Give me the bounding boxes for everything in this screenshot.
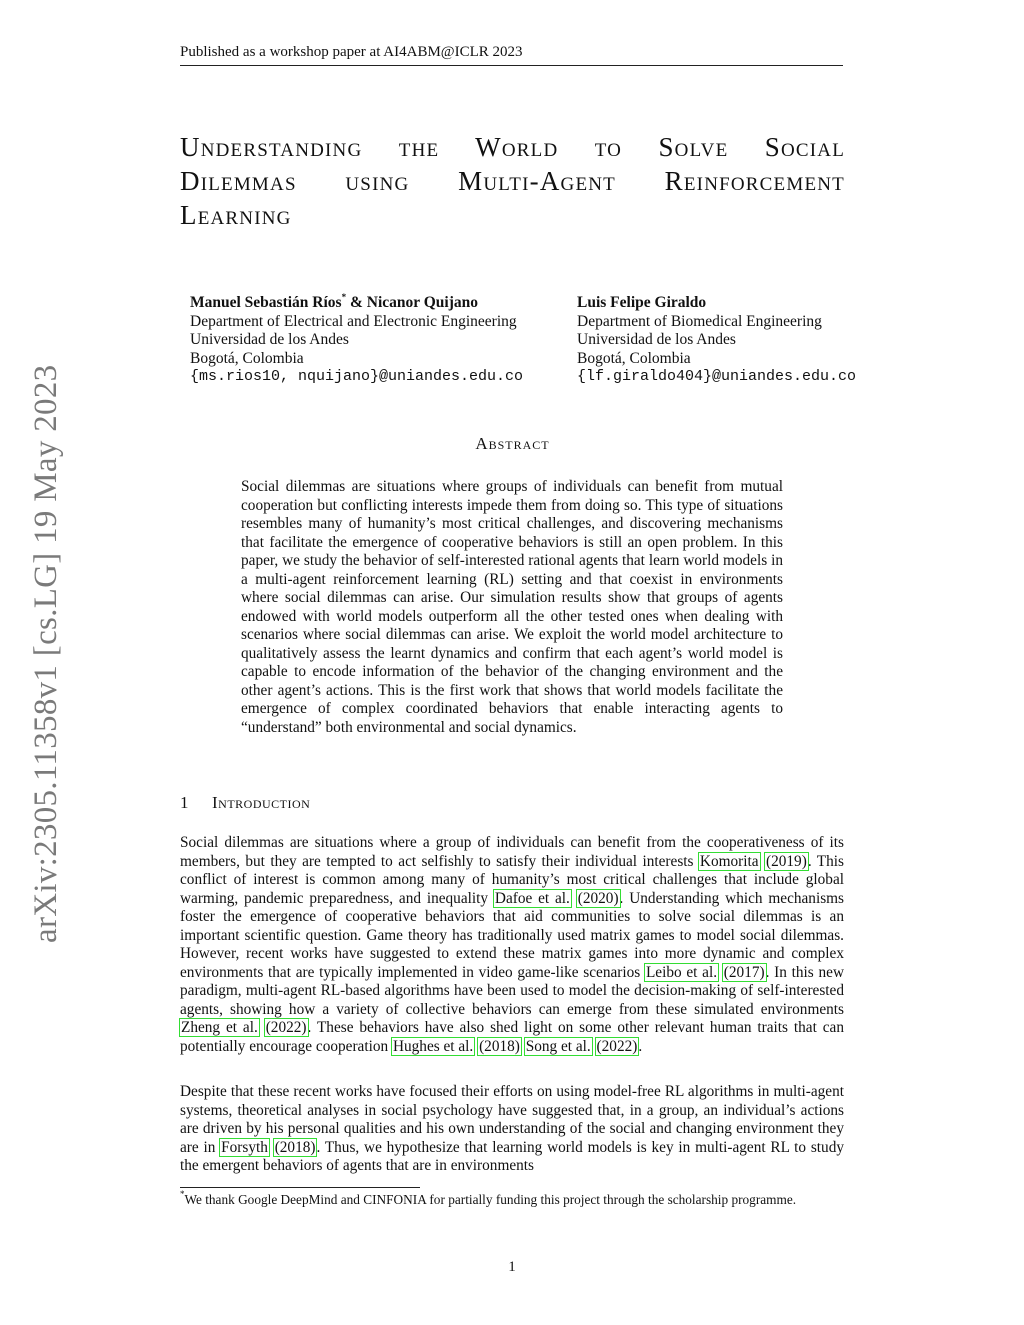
author-block-1 (190, 294, 570, 387)
author-names: Luis Felipe Giraldo (577, 294, 707, 311)
intro-paragraph-1: Social dilemmas are situations where a group of individuals can benefit from the cooperativeness of its members, but they are tempted to act selfishly to satisfy their individual interests Komorita (2019). This conflict of interest is common among many of humanity’s most critical challenges that include global warming, pandemic preparedness, and inequality Dafoe et al. (2020). Understanding which mechanisms foster the emergence of cooperative behaviors that aid communities to solve social dilemmas is an important scientific question. Game theory has traditionally used matrix games to model social dilemmas. However, recent works have suggested to extend these matrix games into more dynamic and complex environments that are typically implemented in video game-like scenarios Leibo et al. (2017). In this new paradigm, multi-agent RL-based algorithms have been used to model the decision-making of self-interested agents, showing how a variety of collective behaviors can emerge from these simulated environments Zheng et al. (2022). These behaviors have also shed light on some other relevant human traits that can potentially encourage cooperation Hughes et al. (2018) Song et al. (2022). (180, 834, 845, 1055)
section-title: Introduction (212, 793, 311, 812)
abstract-text: Social dilemmas are situations where groups of individuals can benefit from mutual cooperation but conflicting interests impede them from doing so. This type of situations resembles many of humanity’s most critical challenges, and discovering mechanisms that facilitate the emergence of cooperative behaviors is still an open problem. In this paper, we study the behavior of self-interested rational agents that learn world models in a multi-agent reinforcement learning (RL) setting and that coexist in environments where social dilemmas can arise. Our simulation results show that groups of agents endowed with world models outperform all the other tested ones when dealing with scenarios where social dilemmas can arise. We exploit the world model architecture to qualitatively assess the learnt dynamics and confirm that each agent’s world model is capable to encode information of the behavior of the changing environment and the other agent’s actions. This is the first work that shows that world models facilitate the emergence of complex coordinated behaviors that enable interacting agents to “understand” both environmental and social dynamics. (241, 478, 783, 736)
citation-link[interactable]: Forsyth (221, 1138, 268, 1156)
intro-paragraph-2: Despite that these recent works have focused their efforts on using model-free RL algorithms in multi-agent systems, theoretical analyses in social psychology have suggested that, in a group, an individual’s actions are driven by his personal qualities and his own understanding of the social and changing environment they are in Forsyth (2018). Thus, we hypothesize that learning world models is key in multi-agent RL to study the emergent behaviors of agents that are in environments (180, 1083, 844, 1174)
title-line-3: Learning (180, 200, 292, 230)
citation-year-link[interactable]: (2022) (265, 1019, 307, 1036)
author-university: Universidad de los Andes (577, 331, 736, 348)
citation-year-link[interactable]: (2018) (274, 1138, 316, 1156)
footnote: *We thank Google DeepMind and CINFONIA for partially funding this project through the scholarship programme. (180, 1189, 797, 1207)
citation-link[interactable]: Song et al. (525, 1037, 591, 1055)
author-block-2 (577, 294, 897, 387)
abstract-heading: Abstract (475, 434, 550, 453)
section-number: 1 (180, 793, 189, 812)
author-department: Department of Electrical and Electronic Engineering (190, 312, 517, 330)
citation-year-link[interactable]: (2020) (577, 889, 619, 907)
author-city: Bogotá, Colombia (577, 349, 691, 367)
page-number: 1 (508, 1259, 516, 1275)
title-line-2: Dilemmas using Multi-Agent Reinforcement (180, 166, 845, 196)
header-rule (180, 65, 843, 66)
author-email: {lf.giraldo404}@uniandes.edu.co (577, 368, 857, 385)
footnote-mark: * (180, 1189, 185, 1199)
footnote-mark[interactable]: * (341, 292, 347, 302)
title-line-1: Understanding the World to Solve Social (180, 132, 845, 162)
citation-link[interactable]: Komorita (699, 852, 759, 870)
author-city: Bogotá, Colombia (190, 349, 304, 367)
citation-year-link[interactable]: (2022) (596, 1037, 638, 1055)
footnote-rule (180, 1187, 420, 1188)
citation-link[interactable]: Dafoe et al. (494, 889, 570, 907)
citation-year-link[interactable]: (2018) (479, 1037, 520, 1055)
section-heading (180, 793, 310, 813)
author-email: {ms.rios10, nquijano}@uniandes.edu.co (190, 368, 524, 385)
citation-link[interactable]: Hughes et al. (392, 1037, 474, 1055)
running-header: Published as a workshop paper at AI4ABM@ICLR 2023 (180, 44, 523, 60)
citation-link[interactable]: Zheng et al. (181, 1019, 258, 1036)
arxiv-stamp[interactable]: arXiv:2305.11358v1 [cs.LG] 19 May 2023 (28, 364, 64, 943)
author-names: Manuel Sebastián Ríos* & Nicanor Quijano (190, 292, 478, 311)
author-university: Universidad de los Andes (190, 331, 349, 348)
citation-year-link[interactable]: (2017) (723, 963, 765, 981)
citation-link[interactable]: Leibo et al. (645, 963, 718, 981)
paper-title (180, 130, 845, 232)
citation-year-link[interactable]: (2019) (766, 852, 807, 870)
author-department: Department of Biomedical Engineering (577, 312, 822, 330)
